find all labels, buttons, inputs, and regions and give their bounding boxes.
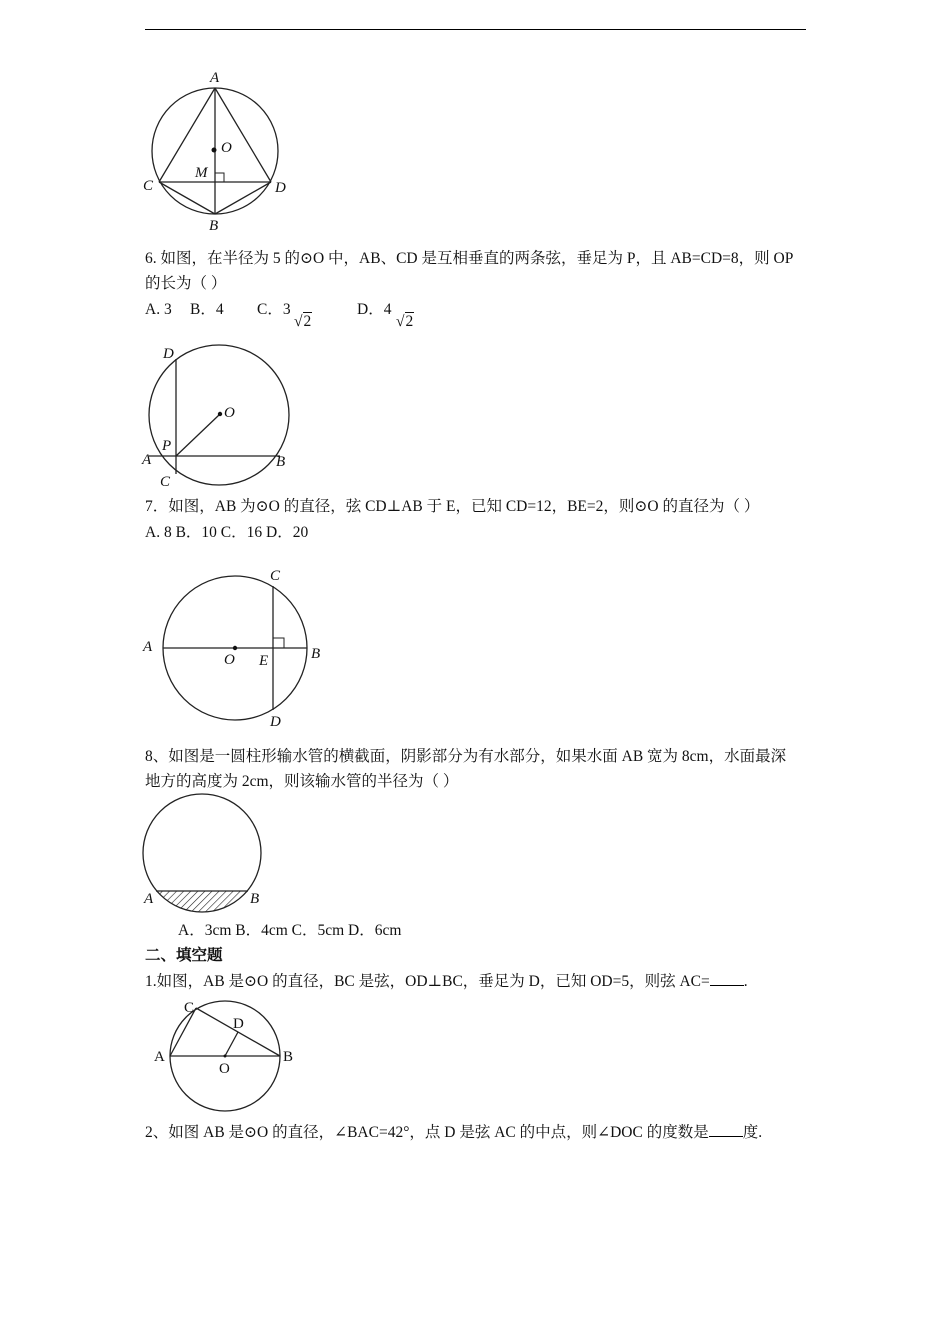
fig3-label-a: A bbox=[143, 639, 153, 655]
fig5-label-d: D bbox=[233, 1016, 244, 1032]
fig2-label-a: A bbox=[142, 452, 152, 468]
q6-option-d-radicand: 2 bbox=[405, 313, 414, 330]
fig2-label-o: O bbox=[224, 405, 235, 421]
fill-2 bbox=[145, 1122, 762, 1143]
q6-option-a: A. 3 bbox=[145, 301, 172, 318]
fig3-label-b: B bbox=[311, 646, 321, 662]
fig2-label-d: D bbox=[163, 346, 174, 362]
fig5-label-c: C bbox=[184, 1000, 195, 1016]
fig1-label-c: C bbox=[143, 178, 154, 194]
fig1-label-o: O bbox=[221, 140, 232, 156]
q6-option-c-sqrt: √2 bbox=[294, 313, 312, 330]
q8-options: A．3cm B．4cm C．5cm D．6cm bbox=[178, 922, 402, 939]
fill-2-text: 2、如图 AB 是⊙O 的直径，∠BAC=42°，点 D 是弦 AC 的中点，则∠DOC 的度数是 bbox=[145, 1124, 709, 1141]
q7-line-1: 7．如图，AB 为⊙O 的直径，弦 CD⊥AB 于 E，已知 CD=12，BE=2，则⊙O 的直径为（ ） bbox=[145, 498, 760, 515]
fill-2-end: 度. bbox=[742, 1124, 763, 1141]
header-rule bbox=[145, 29, 806, 30]
fig1-label-m: M bbox=[195, 165, 208, 181]
q8-line-2: 地方的高度为 2cm，则该输水管的半径为（ ） bbox=[145, 773, 459, 790]
fig2-label-p: P bbox=[162, 438, 172, 454]
q6-line-1: 6. 如图，在半径为 5 的⊙O 中，AB、CD 是互相垂直的两条弦，垂足为 P，且 AB=CD=8，则 OP bbox=[145, 250, 794, 267]
figure-5-circle-triangle bbox=[145, 997, 305, 1115]
q6-line-2: 的长为（ ） bbox=[145, 275, 227, 292]
fig4-label-a: A bbox=[144, 891, 154, 907]
q8-line-1: 8、如图是一圆柱形输水管的横截面，阴影部分为有水部分，如果水面 AB 宽为 8cm，水面最深 bbox=[145, 748, 787, 765]
fig1-label-a: A bbox=[210, 70, 220, 86]
q6-option-d-sqrt: √2 bbox=[396, 313, 414, 330]
section-2-title: 二、填空题 bbox=[145, 947, 223, 964]
figure-2-circle-chords bbox=[140, 340, 300, 492]
fig5-label-a: A bbox=[154, 1049, 165, 1065]
figure-4-water-pipe bbox=[140, 793, 270, 918]
figure-3-circle-diameter bbox=[140, 565, 330, 731]
fig5-label-b: B bbox=[283, 1049, 294, 1065]
fig3-label-c: C bbox=[270, 568, 281, 584]
fig2-label-b: B bbox=[276, 454, 286, 470]
fill-1-end: . bbox=[743, 973, 748, 990]
fig3-label-o: O bbox=[224, 652, 235, 668]
fig3-label-e: E bbox=[259, 653, 269, 669]
q6-option-c-radicand: 2 bbox=[303, 313, 312, 330]
fig1-label-b: B bbox=[209, 218, 219, 234]
fill-1-blank bbox=[710, 971, 744, 986]
q6-option-d: D．4 bbox=[357, 301, 392, 318]
figure-1-circle-triangle bbox=[140, 68, 300, 234]
q6-option-b: B．4 bbox=[190, 301, 224, 318]
fig1-label-d: D bbox=[275, 180, 286, 196]
fig4-label-b: B bbox=[250, 891, 260, 907]
fill-2-blank bbox=[709, 1122, 743, 1137]
fill-1-text: 1.如图，AB 是⊙O 的直径，BC 是弦，OD⊥BC，垂足为 D，已知 OD=5，则弦 AC= bbox=[145, 973, 710, 990]
fig5-label-o: O bbox=[219, 1061, 230, 1077]
fig2-label-c: C bbox=[160, 474, 171, 490]
fill-1 bbox=[145, 971, 748, 992]
q6-option-c: C．3 bbox=[257, 301, 291, 318]
q7-options: A. 8 B．10 C．16 D．20 bbox=[145, 524, 309, 541]
fig3-label-d: D bbox=[270, 714, 281, 730]
